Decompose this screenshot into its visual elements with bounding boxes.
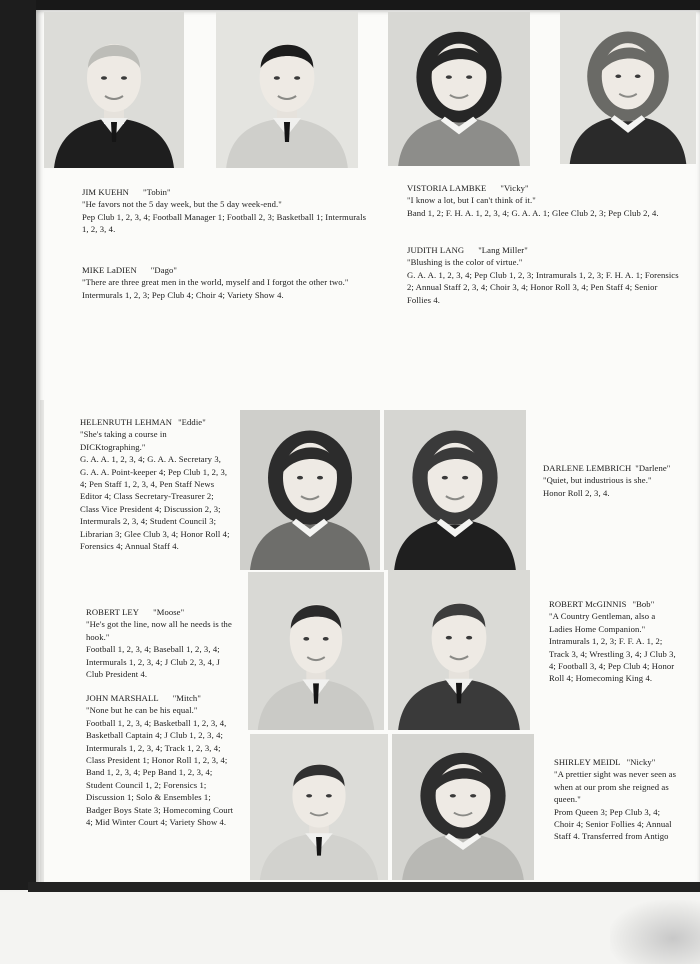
student-quote: "A prettier sight was never seen as when at our prom she reigned as queen." (554, 769, 677, 805)
student-name: ROBERT McGINNIS (549, 599, 627, 609)
student-quote: "None but he can be his equal." (86, 705, 198, 716)
entry-mike-ladien (82, 264, 367, 301)
portrait-silhouette (240, 410, 380, 570)
vistoria-lambke-photo (388, 12, 530, 166)
student-quote: "There are three great men in the world, myself and I forgot the other two." (82, 277, 349, 288)
student-nickname: "Mitch" (172, 693, 201, 703)
student-nickname: "Lang Miller" (478, 245, 528, 255)
robert-mcginnis-photo (388, 570, 530, 730)
entry-judith-lang (407, 244, 679, 306)
binding-spine (0, 0, 36, 890)
portrait-silhouette (44, 12, 184, 168)
shirley-meidl-photo (392, 734, 534, 880)
portrait-silhouette (216, 12, 358, 168)
student-activities: Football 1, 2, 3, 4; Basketball 1, 2, 3, 4, Basketball Captain 4; J Club 1, 2, 3, 4; Intermurals 1, 2, 3, 4; Track 1, 2, 3, 4; Class President 1; Honor Roll 1, 2, 3, 4; Band 1, 2, 3, 4; Pep Band 1, 2, 3, 4; Student Council 1, 2; Forensics 1; Discussion 1; Solo & Ensembles 1; Badger Boys State 3; Homecoming Court 4; Mid Winter Court 4; Variety Show 4. (86, 717, 234, 828)
entry-robert-ley (86, 606, 236, 680)
page-background (0, 892, 700, 964)
student-activities: Intramurals 1, 2, 3; F. F. A. 1, 2; Track 3, 4; Wrestling 3, 4; J Club 3, 4; Football 3, 4; Pep Club 4; Honor Roll 4; Homecoming King 4. (549, 636, 676, 684)
student-activities: G. A. A. 1, 2, 3, 4; G. A. A. Secretary 3, G. A. A. Point-keeper 4; Pep Club 1, 2, 3, 4; Pen Staff 1, 2, 3, 4, Pen Staff News Editor 4; Class Secretary-Treasurer 2; Class Vice President 4; Discussion 2, 3; Intermurals 2, 3, 4; Student Council 3; Librarian 3; Glee Club 3, 4; Honor Roll 4; Forensics 4; Annual Staff 4. (80, 454, 230, 552)
portrait-silhouette (250, 734, 388, 880)
student-nickname: "Darlene" (635, 463, 671, 473)
portrait-silhouette (560, 12, 696, 164)
entry-shirley-meidl (554, 756, 679, 843)
binding-bottom (28, 882, 700, 892)
entry-vistoria-lambke (407, 182, 679, 219)
student-name: HELENRUTH LEHMAN (80, 417, 173, 427)
student-name: MIKE LaDIEN (82, 265, 137, 275)
student-name: JOHN MARSHALL (86, 693, 159, 703)
student-quote: "Quiet, but industrious is she." (543, 475, 652, 486)
portrait-silhouette (384, 410, 526, 570)
student-nickname: "Tobin" (142, 187, 171, 197)
portrait-silhouette (388, 570, 530, 730)
student-quote: "He favors not the 5 day week, but the 5 day week-end." (82, 199, 282, 210)
student-quote: "He's got the line, now all he needs is the hook." (86, 619, 232, 642)
student-nickname: "Eddie" (178, 417, 206, 427)
mike-ladien-photo (216, 12, 358, 168)
entry-helenruth-lehman (80, 416, 230, 552)
darlene-lembrich-photo (384, 410, 526, 570)
student-name: ROBERT LEY (86, 607, 140, 617)
entry-robert-mcginnis (549, 598, 679, 685)
entry-john-marshall (86, 692, 236, 828)
student-activities: Honor Roll 2, 3, 4. (543, 487, 610, 498)
student-name: DARLENE LEMBRICH (543, 463, 632, 473)
student-quote: "She's taking a course in DICKtographing." (80, 429, 167, 452)
student-name: JIM KUEHN (82, 187, 129, 197)
entry-jim-kuehn (82, 186, 367, 236)
student-activities: Prom Queen 3; Pep Club 3, 4; Choir 4; Senior Follies 4; Annual Staff 4. Transferred from Antigo (554, 806, 672, 842)
student-quote: "A Country Gentleman, also a Ladies Home Companion." (549, 611, 656, 634)
portrait-silhouette (388, 12, 530, 166)
student-nickname: "Vicky" (500, 183, 529, 193)
page-shadow (610, 900, 700, 964)
student-quote: "Blushing is the color of virtue." (407, 257, 523, 268)
student-name: SHIRLEY MEIDL (554, 757, 621, 767)
robert-ley-photo (248, 572, 384, 730)
student-nickname: "Nicky" (626, 757, 656, 767)
student-nickname: "Dago" (150, 265, 178, 275)
portrait-silhouette (392, 734, 534, 880)
student-name: VISTORIA LAMBKE (407, 183, 487, 193)
student-activities: Football 1, 2, 3, 4; Baseball 1, 2, 3, 4; Intermurals 1, 2, 3, 4; J Club 2, 3, 4, J Club President 4. (86, 644, 220, 680)
student-activities: Pep Club 1, 2, 3, 4; Football Manager 1; Football 2, 3; Basketball 1; Intermurals 1, 2, 3, 4. (82, 211, 367, 235)
student-nickname: "Moose" (153, 607, 185, 617)
student-name: JUDITH LANG (407, 245, 465, 255)
student-quote: "I know a lot, but I can't think of it." (407, 195, 536, 206)
judith-lang-photo (560, 12, 696, 164)
john-marshall-photo (250, 734, 388, 880)
page-fold (40, 400, 44, 882)
portrait-silhouette (248, 572, 384, 730)
helenruth-lehman-photo (240, 410, 380, 570)
student-nickname: "Bob" (632, 599, 655, 609)
jim-kuehn-photo (44, 12, 184, 168)
student-activities: G. A. A. 1, 2, 3, 4; Pep Club 1, 2, 3; Intramurals 1, 2, 3; F. H. A. 1; Forensics 2; Annual Staff 2, 3, 4; Choir 3, 4; Honor Roll 3, 4; Pen Staff 4; Senior Follies 4. (407, 269, 679, 305)
entry-darlene-lembrich (543, 462, 683, 499)
student-activities: Intermurals 1, 2, 3; Pep Club 4; Choir 4; Variety Show 4. (82, 289, 284, 300)
student-activities: Band 1, 2; F. H. A. 1, 2, 3, 4; G. A. A. 1; Glee Club 2, 3; Pep Club 2, 4. (407, 207, 659, 218)
